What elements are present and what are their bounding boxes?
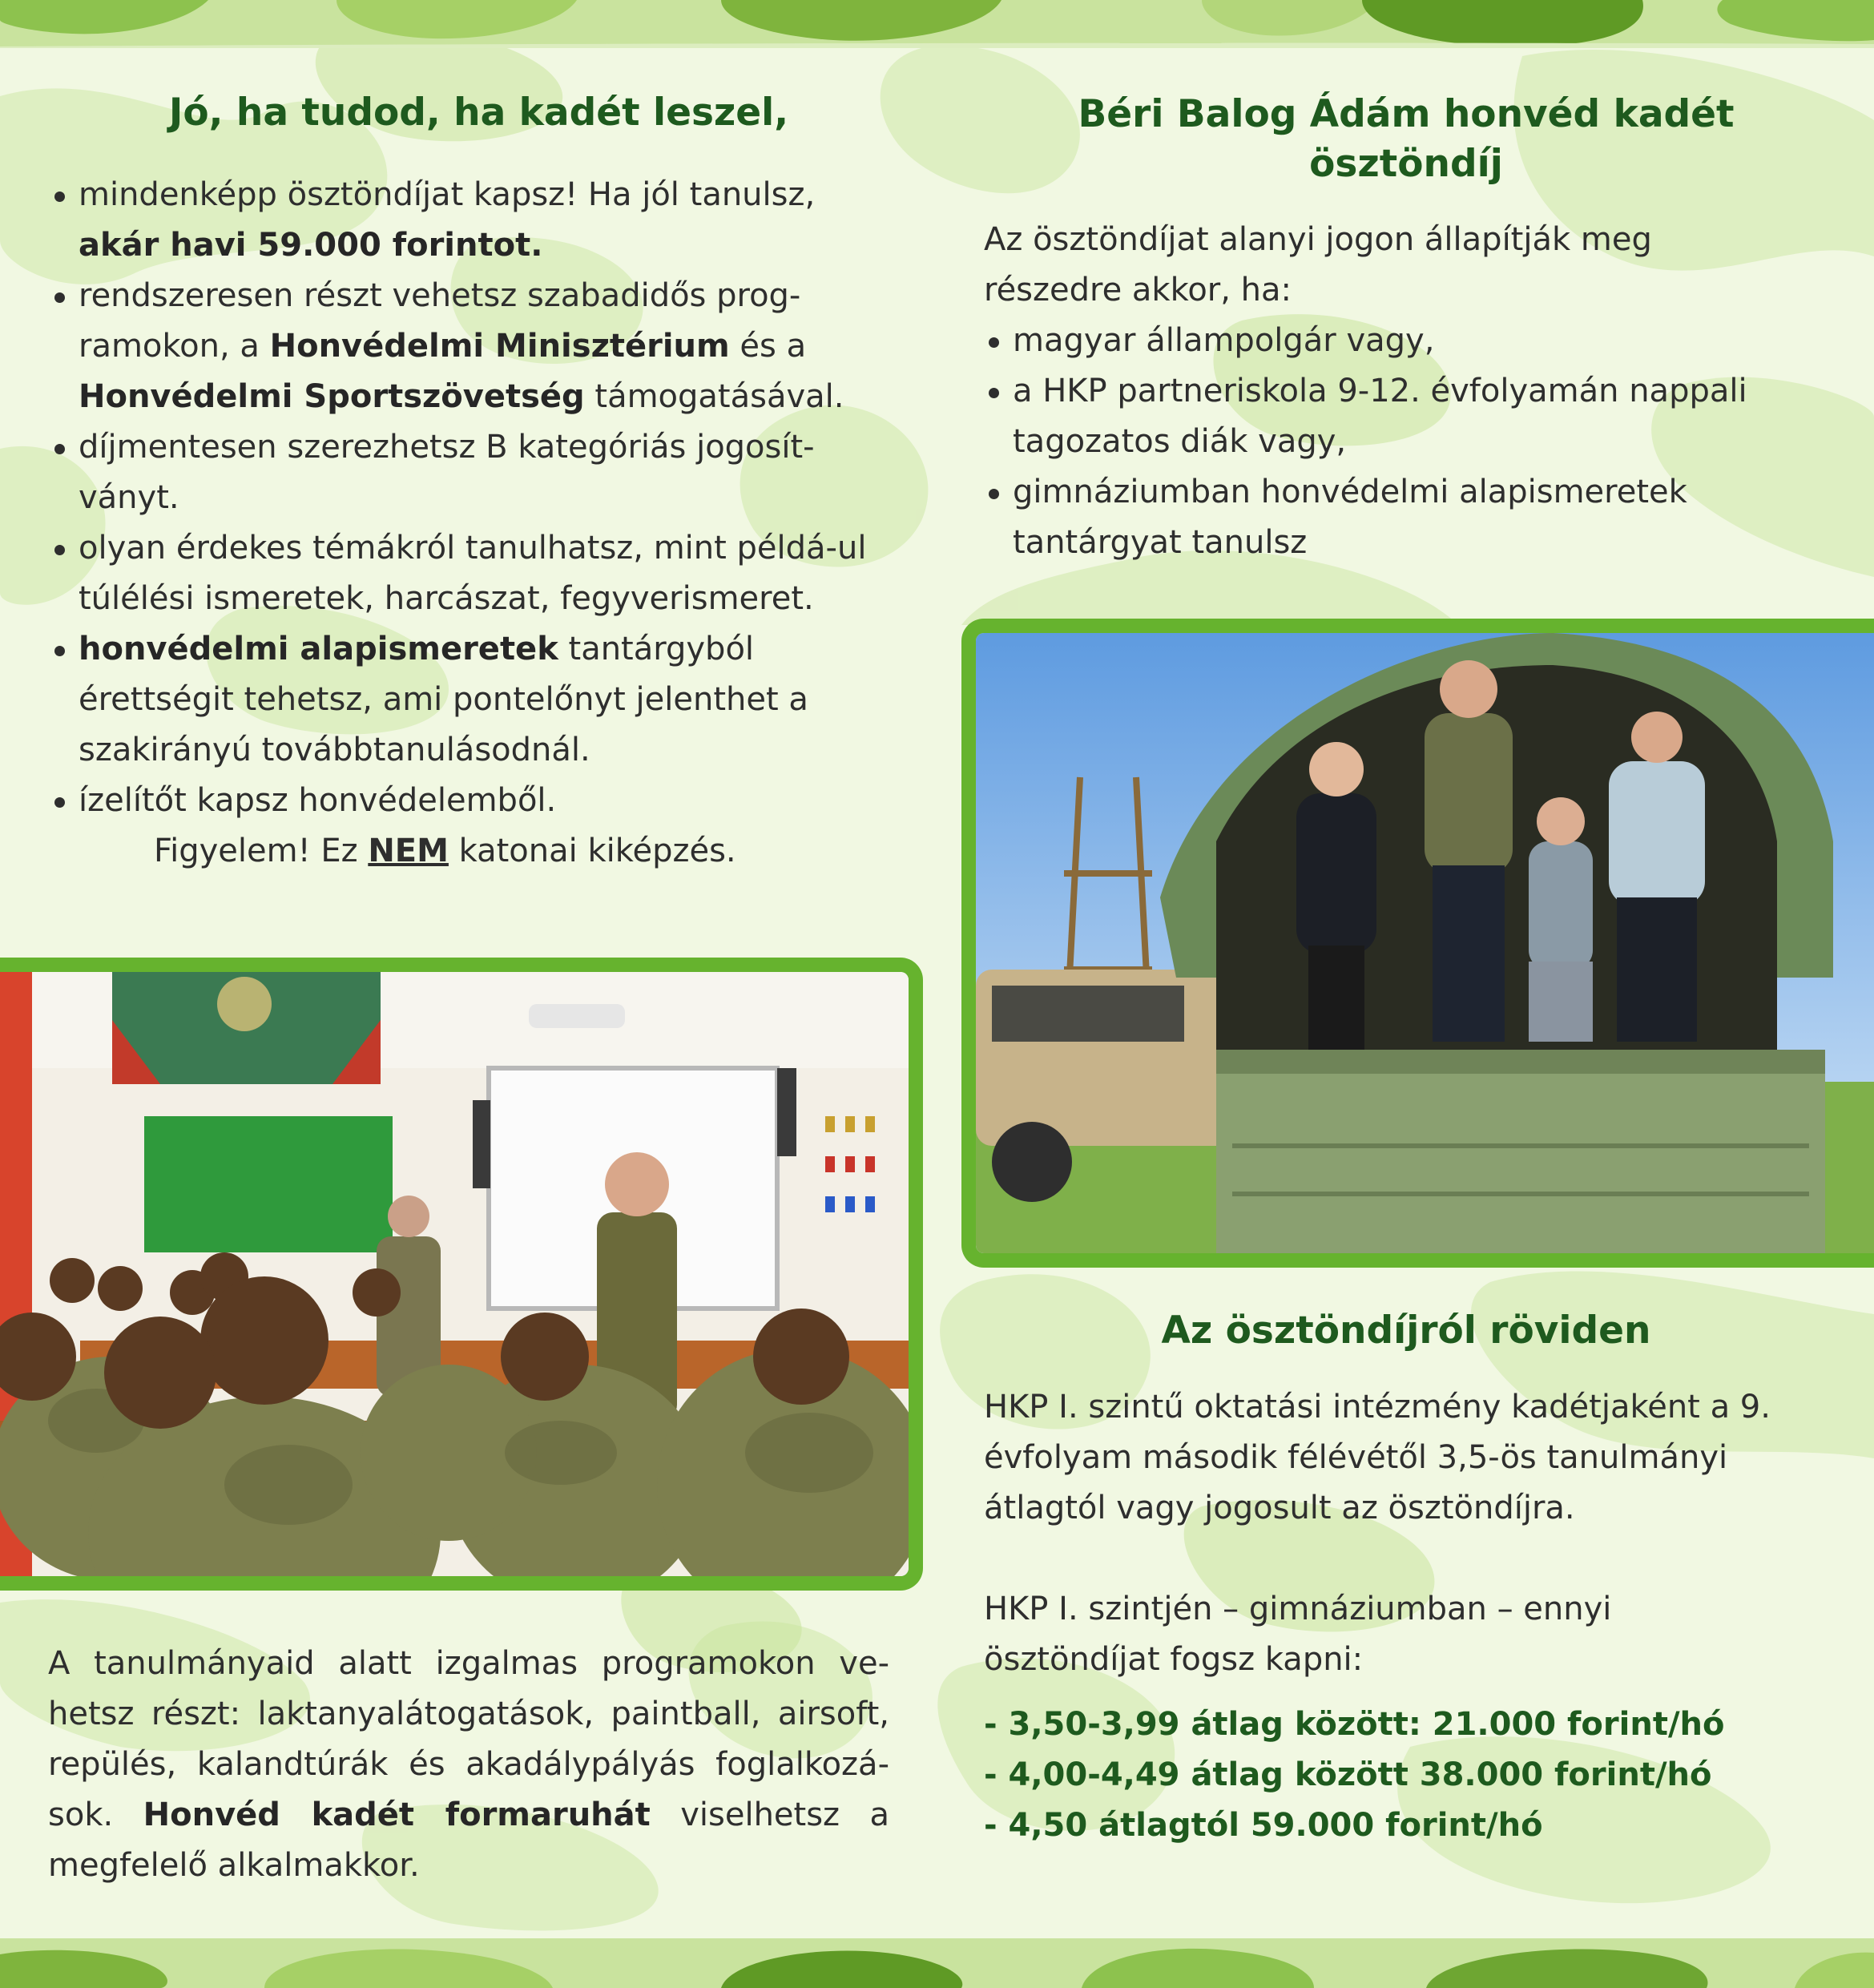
scholarship-heading: Béri Balog Ádám honvéd kadét ösztöndíj: [1078, 92, 1735, 186]
left-heading: Jó, ha tudod, ha kadét leszel,: [168, 91, 789, 135]
disclaimer-note: Figyelem! Ez NEM katonai kiképzés.: [154, 833, 736, 869]
summary-paragraph-2: HKP I. szintjén – gimnáziumban – ennyi ösztöndíjat fogsz kapni:: [984, 1591, 1612, 1678]
summary-heading: Az ösztöndíjról röviden: [1161, 1309, 1651, 1353]
benefits-list-block: [50, 170, 891, 877]
list-item: rendszeresen részt vehetsz szabadidős prog-ramokon, a Honvédelmi Minisztérium és a Honvédelmi Sportszövetség támogatásával.: [50, 271, 891, 422]
classroom-photo: [0, 958, 923, 1591]
summary-paragraph-1: HKP I. szintű oktatási intézmény kadétjaként a 9. évfolyam második félévétől 3,5-ös tanulmányi átlagtól vagy jogosult az ösztöndíjra.: [984, 1389, 1771, 1526]
eligibility-block: [984, 215, 1849, 568]
eligibility-intro: Az ösztöndíjat alanyi jogon állapítják meg részedre akkor, ha:: [984, 221, 1652, 308]
amounts-list: [984, 1700, 1849, 1851]
list-item: ízelítőt kapsz honvédelemből.: [50, 776, 891, 826]
benefits-list: [50, 170, 891, 826]
list-item: mindenképp ösztöndíjat kapsz! Ha jól tanulsz, akár havi 59.000 forintot.: [50, 170, 891, 271]
list-item: magyar állampolgár vagy,: [984, 316, 1849, 366]
amount-item: - 4,00-4,49 átlag között 38.000 forint/hó: [984, 1756, 1712, 1793]
list-item: honvédelmi alapismeretek tantárgyból érettségit tehetsz, ami pontelőnyt jelenthet a szakirányú továbbtanulásodnál.: [50, 624, 891, 776]
truck-photo: [961, 619, 1874, 1268]
list-item: gimnáziumban honvédelmi alapismeretek tantárgyat tanulsz: [984, 467, 1745, 568]
amount-item: - 4,50 átlagtól 59.000 forint/hó: [984, 1807, 1543, 1844]
list-item: olyan érdekes témákról tanulhatsz, mint példá-ul túlélési ismeretek, harcászat, fegyverismeret.: [50, 523, 891, 624]
list-item: a HKP partneriskola 9-12. évfolyamán nappali tagozatos diák vagy,: [984, 366, 1849, 467]
programs-paragraph: A tanulmányaid alatt izgalmas programokon ve-hetsz részt: laktanyalátogatások, paintball, airsoft, repülés, kalandtúrák és akadálypályás foglalkozá-sok. Honvéd kadét formaruhát viselhetsz a megfelelő alkalmakkor.: [48, 1645, 890, 1884]
list-item: díjmentesen szerezhetsz B kategóriás jogosít-ványt.: [50, 422, 891, 523]
eligibility-list: [984, 316, 1849, 568]
amount-item: - 3,50-3,99 átlag között: 21.000 forint/hó: [984, 1706, 1725, 1743]
summary-block: [984, 1382, 1849, 1851]
